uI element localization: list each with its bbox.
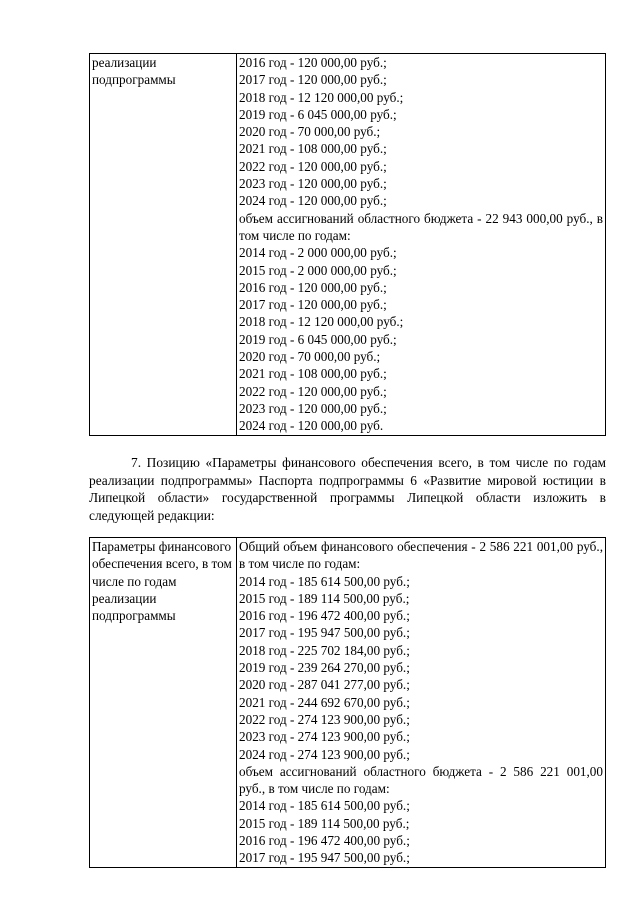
value-line: 2014 год - 2 000 000,00 руб.; [239, 245, 397, 261]
value-line: 2016 год - 120 000,00 руб.; [239, 55, 387, 70]
funding-table-new [89, 537, 606, 868]
value-line: 2019 год - 6 045 000,00 руб.; [239, 106, 397, 122]
table-row [90, 538, 606, 868]
value-line: 2023 год - 120 000,00 руб.; [239, 176, 387, 192]
value-line: 2018 год - 225 702 184,00 руб.; [239, 642, 410, 658]
value-line: 2015 год - 189 114 500,00 руб.; [239, 590, 410, 606]
funding-table-continued [89, 53, 606, 436]
value-line: 2018 год - 12 120 000,00 руб.; [239, 89, 404, 105]
budget-total-line: объем ассигнований областного бюджета - 22 943 000,00 руб., в том числе по годам: [239, 210, 603, 243]
budget-total-line: объем ассигнований областного бюджета - 2 586 221 001,00 руб., в том числе по годам: [239, 763, 603, 797]
value-line: 2021 год - 244 692 670,00 руб.; [239, 694, 410, 710]
amendment-text: 7. Позицию «Параметры финансового обеспечения всего, в том числе по годам реализации подпрограммы» Паспорта подпрограммы 6 «Развитие мировой юстиции в Липецкой области» государственной программы Липецкой области изложить в следующей редакции: [89, 455, 606, 523]
value-line: 2016 год - 196 472 400,00 руб.; [239, 833, 410, 849]
value-line: 2020 год - 70 000,00 руб.; [239, 124, 381, 140]
value-line: 2021 год - 108 000,00 руб.; [239, 366, 387, 382]
value-line: 2022 год - 274 123 900,00 руб.; [239, 711, 410, 727]
parameter-label-cell [90, 538, 237, 868]
amendment-paragraph [89, 454, 606, 524]
value-line: 2024 год - 120 000,00 руб.; [239, 193, 387, 209]
table-row [90, 54, 606, 436]
parameter-values-cell [237, 538, 606, 868]
value-line: 2014 год - 185 614 500,00 руб.; [239, 798, 410, 814]
value-line: 2020 год - 287 041 277,00 руб.; [239, 677, 410, 693]
value-line: 2024 год - 274 123 900,00 руб.; [239, 746, 410, 762]
value-line: 2020 год - 70 000,00 руб.; [239, 349, 381, 365]
value-line: 2023 год - 274 123 900,00 руб.; [239, 729, 410, 745]
value-line: 2021 год - 108 000,00 руб.; [239, 141, 387, 157]
value-line: 2022 год - 120 000,00 руб.; [239, 158, 387, 174]
value-line: 2022 год - 120 000,00 руб.; [239, 383, 387, 399]
value-line: 2015 год - 2 000 000,00 руб.; [239, 262, 397, 278]
value-line: 2023 год - 120 000,00 руб.; [239, 400, 387, 416]
value-line: 2018 год - 12 120 000,00 руб.; [239, 314, 404, 330]
value-line: 2017 год - 120 000,00 руб.; [239, 72, 387, 88]
value-line: 2016 год - 120 000,00 руб.; [239, 279, 387, 295]
value-line: 2017 год - 120 000,00 руб.; [239, 297, 387, 313]
value-line: 2019 год - 239 264 270,00 руб.; [239, 660, 410, 676]
parameter-values-cell [237, 54, 606, 436]
parameter-label: Параметры финансового обеспечения всего, в том числе по годам реализации подпрограммы [92, 539, 232, 624]
parameter-label-cell [90, 54, 237, 436]
total-funding-line: Общий объем финансового обеспечения - 2 586 221 001,00 руб., в том числе по годам: [239, 539, 603, 572]
value-line: 2016 год - 196 472 400,00 руб.; [239, 608, 410, 624]
value-line: 2017 год - 195 947 500,00 руб.; [239, 850, 410, 866]
value-line: 2015 год - 189 114 500,00 руб.; [239, 815, 410, 831]
value-line: 2019 год - 6 045 000,00 руб.; [239, 331, 397, 347]
parameter-label: реализации подпрограммы [92, 55, 176, 88]
value-line: 2024 год - 120 000,00 руб. [239, 418, 384, 434]
value-line: 2014 год - 185 614 500,00 руб.; [239, 573, 410, 589]
value-line: 2017 год - 195 947 500,00 руб.; [239, 625, 410, 641]
